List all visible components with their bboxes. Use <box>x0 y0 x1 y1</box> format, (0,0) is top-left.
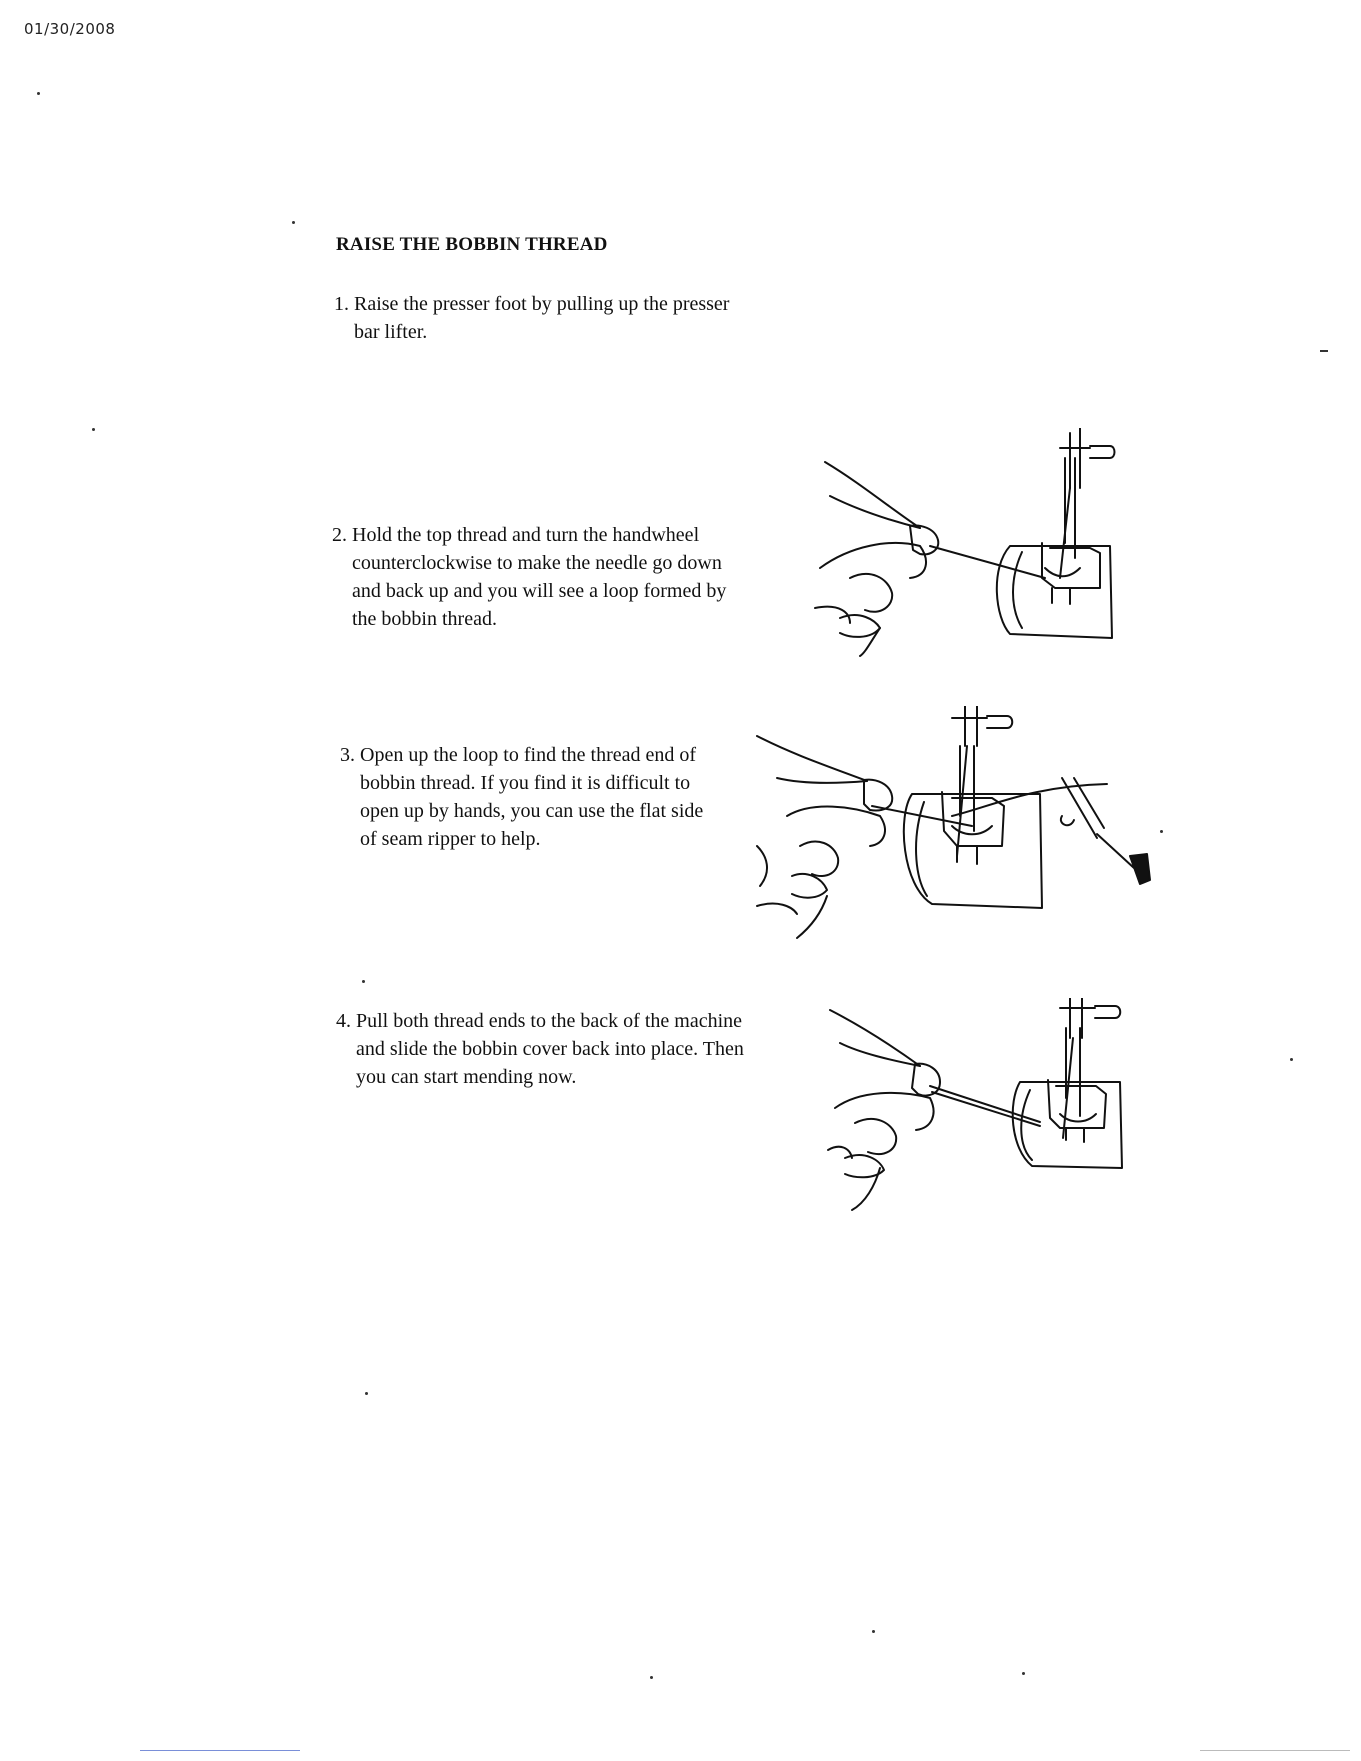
step-number: 2. <box>332 524 347 546</box>
step-text-line: and slide the bobbin cover back into place. Then <box>356 1038 744 1060</box>
step-text-line: counterclockwise to make the needle go down <box>352 552 722 574</box>
step-text-line: bar lifter. <box>354 321 428 343</box>
step-text-line: bobbin thread. If you find it is difficult to <box>360 772 691 794</box>
step-text-line: Raise the presser foot by pulling up the presser <box>354 293 730 315</box>
step-text-line: you can start mending now. <box>356 1066 577 1088</box>
step-text-line: Open up the loop to find the thread end of <box>360 744 697 766</box>
step-text-line: Pull both thread ends to the back of the machine <box>356 1010 743 1032</box>
scan-speck <box>650 1676 653 1679</box>
date-stamp: 01/30/2008 <box>24 20 116 38</box>
scan-speck <box>365 1392 368 1395</box>
scan-speck <box>92 428 95 431</box>
step-text-line: of seam ripper to help. <box>360 828 541 850</box>
step-4 <box>336 1007 744 1091</box>
scan-speck <box>1290 1058 1293 1061</box>
step-4-pull-threads-illustration <box>820 998 1130 1218</box>
scan-speck <box>1022 1672 1025 1675</box>
step-text-line: open up by hands, you can use the flat side <box>360 800 704 822</box>
step-text-line: the bobbin thread. <box>352 608 497 630</box>
scan-speck <box>872 1630 875 1633</box>
footer-rule <box>140 1750 300 1751</box>
step-number: 4. <box>336 1010 351 1032</box>
footer-rule <box>1200 1750 1350 1751</box>
scan-speck <box>1160 830 1163 833</box>
scan-speck <box>37 92 40 95</box>
step-1 <box>334 290 729 346</box>
step-2-hand-and-presser-foot-illustration <box>810 428 1130 658</box>
scan-speck <box>292 221 295 224</box>
section-heading: RAISE THE BOBBIN THREAD <box>336 234 608 255</box>
scan-speck <box>362 980 365 983</box>
step-3 <box>340 741 703 853</box>
scan-speck <box>1320 350 1328 352</box>
step-2 <box>332 521 726 633</box>
step-3-seam-ripper-illustration <box>752 706 1172 946</box>
step-number: 1. <box>334 293 349 315</box>
step-text-line: and back up and you will see a loop formed by <box>352 580 727 602</box>
step-number: 3. <box>340 744 355 766</box>
step-text-line: Hold the top thread and turn the handwheel <box>352 524 700 546</box>
